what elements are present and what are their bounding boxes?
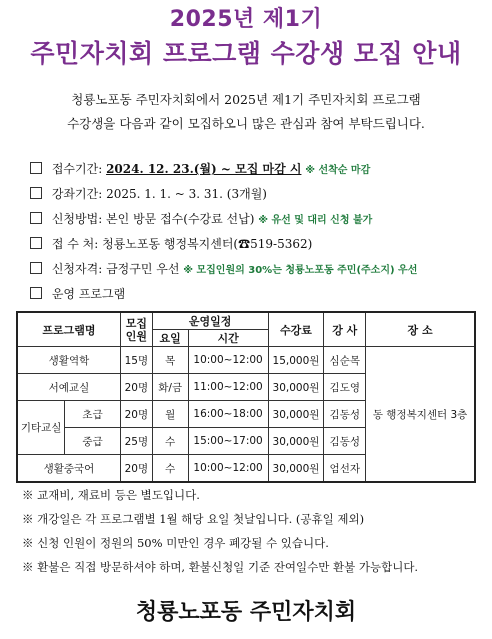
cell-day: 수 [152, 455, 188, 483]
intro-line-1: 청룡노포동 주민자치회에서 2025년 제1기 주민자치회 프로그램 [71, 92, 421, 107]
info-item-qualification [30, 257, 482, 282]
header-capacity: 모집 인원 [120, 312, 152, 347]
method-value: 본인 방문 접수(수강료 선납) [106, 212, 255, 226]
place-value: 청룡노포동 행정복지센터(☎519-5362) [102, 237, 313, 251]
operation-label: 운영 프로그램 [51, 287, 126, 301]
cell-capacity: 20명 [120, 374, 152, 401]
cell-program-name: 생활중국어 [17, 455, 120, 483]
qualification-note: ※ 모집인원의 30%는 청룡노포동 주민(주소지) 우선 [183, 265, 418, 276]
cell-time: 15:00~17:00 [188, 428, 268, 455]
footnote-item: ※ 개강일은 각 프로그램별 1월 해당 요일 첫날입니다. (공휴일 제외) [22, 512, 365, 526]
cell-instructor: 김동성 [324, 401, 366, 428]
intro-line-2: 수강생을 다음과 같이 모집하오니 많은 관심과 참여 부탁드립니다. [67, 116, 425, 131]
intro-paragraph [14, 88, 478, 136]
header-instructor: 강 사 [324, 312, 366, 347]
cell-program-group: 기타교실 [17, 401, 65, 455]
footnote-item: ※ 신청 인원이 정원의 50% 미만인 경우 폐강될 수 있습니다. [22, 536, 329, 550]
cell-day: 수 [152, 428, 188, 455]
qualification-label: 신청자격: [51, 262, 103, 276]
cell-fee: 30,000원 [268, 374, 324, 401]
period-note: ※ 선착순 마감 [305, 165, 371, 176]
footnote-item: ※ 환불은 직접 방문하셔야 하며, 환불신청일 기준 잔여일수만 환불 가능합니다. [22, 560, 419, 574]
cell-instructor: 김도영 [324, 374, 366, 401]
cell-program-name: 서예교실 [17, 374, 120, 401]
table-row [17, 347, 475, 374]
cell-instructor: 엄선자 [324, 455, 366, 483]
course-value: 2025. 1. 1. ~ 3. 31. (3개월) [106, 187, 267, 201]
cell-program-level: 초급 [65, 401, 121, 428]
checkbox-icon [30, 262, 42, 274]
period-label: 접수기간: [51, 162, 103, 176]
cell-day: 목 [152, 347, 188, 374]
info-item-method [30, 207, 482, 232]
checkbox-icon [30, 237, 42, 249]
info-item-operation [30, 282, 482, 307]
info-list [30, 157, 482, 307]
title-year: 2025년 제1기 [169, 7, 323, 32]
cell-instructor: 심순목 [324, 347, 366, 374]
issuer-signature: 청룡노포동 주민자치회 [135, 600, 357, 625]
cell-fee: 30,000원 [268, 428, 324, 455]
cell-location: 동 행정복지센터 3층 [366, 347, 475, 483]
course-label: 강좌기간: [51, 187, 103, 201]
qualification-value: 금정구민 우선 [106, 262, 180, 276]
header-location: 장 소 [366, 312, 475, 347]
cell-capacity: 20명 [120, 455, 152, 483]
period-value: 2024. 12. 23.(월) ~ 모집 마감 시 [106, 162, 302, 176]
cell-fee: 30,000원 [268, 401, 324, 428]
cell-program-name: 생활역학 [17, 347, 120, 374]
cell-program-level: 중급 [65, 428, 121, 455]
cell-day: 화/금 [152, 374, 188, 401]
cell-time: 10:00~12:00 [188, 455, 268, 483]
cell-capacity: 25명 [120, 428, 152, 455]
info-item-period [30, 157, 482, 182]
header-time: 시간 [188, 330, 268, 347]
method-note: ※ 유선 및 대리 신청 불가 [258, 215, 373, 226]
cell-fee: 30,000원 [268, 455, 324, 483]
cell-capacity: 20명 [120, 401, 152, 428]
checkbox-icon [30, 212, 42, 224]
method-label: 신청방법: [51, 212, 103, 226]
page-title: 주민자치회 프로그램 수강생 모집 안내 [30, 39, 462, 68]
cell-fee: 15,000원 [268, 347, 324, 374]
checkbox-icon [30, 162, 42, 174]
cell-day: 월 [152, 401, 188, 428]
header-schedule: 운영일정 [152, 312, 268, 330]
place-label: 접 수 처: [51, 237, 99, 251]
header-day: 요일 [152, 330, 188, 347]
info-item-course [30, 182, 482, 207]
cell-instructor: 김동성 [324, 428, 366, 455]
cell-time: 11:00~12:00 [188, 374, 268, 401]
checkbox-icon [30, 187, 42, 199]
info-item-place [30, 232, 482, 257]
header-fee: 수강료 [268, 312, 324, 347]
footnotes [22, 483, 482, 579]
checkbox-icon [30, 287, 42, 299]
header-program: 프로그램명 [17, 312, 120, 347]
cell-capacity: 15명 [120, 347, 152, 374]
program-table [16, 311, 476, 483]
table-header-row [17, 312, 475, 330]
footnote-item: ※ 교재비, 재료비 등은 별도입니다. [22, 488, 200, 502]
cell-time: 16:00~18:00 [188, 401, 268, 428]
cell-time: 10:00~12:00 [188, 347, 268, 374]
